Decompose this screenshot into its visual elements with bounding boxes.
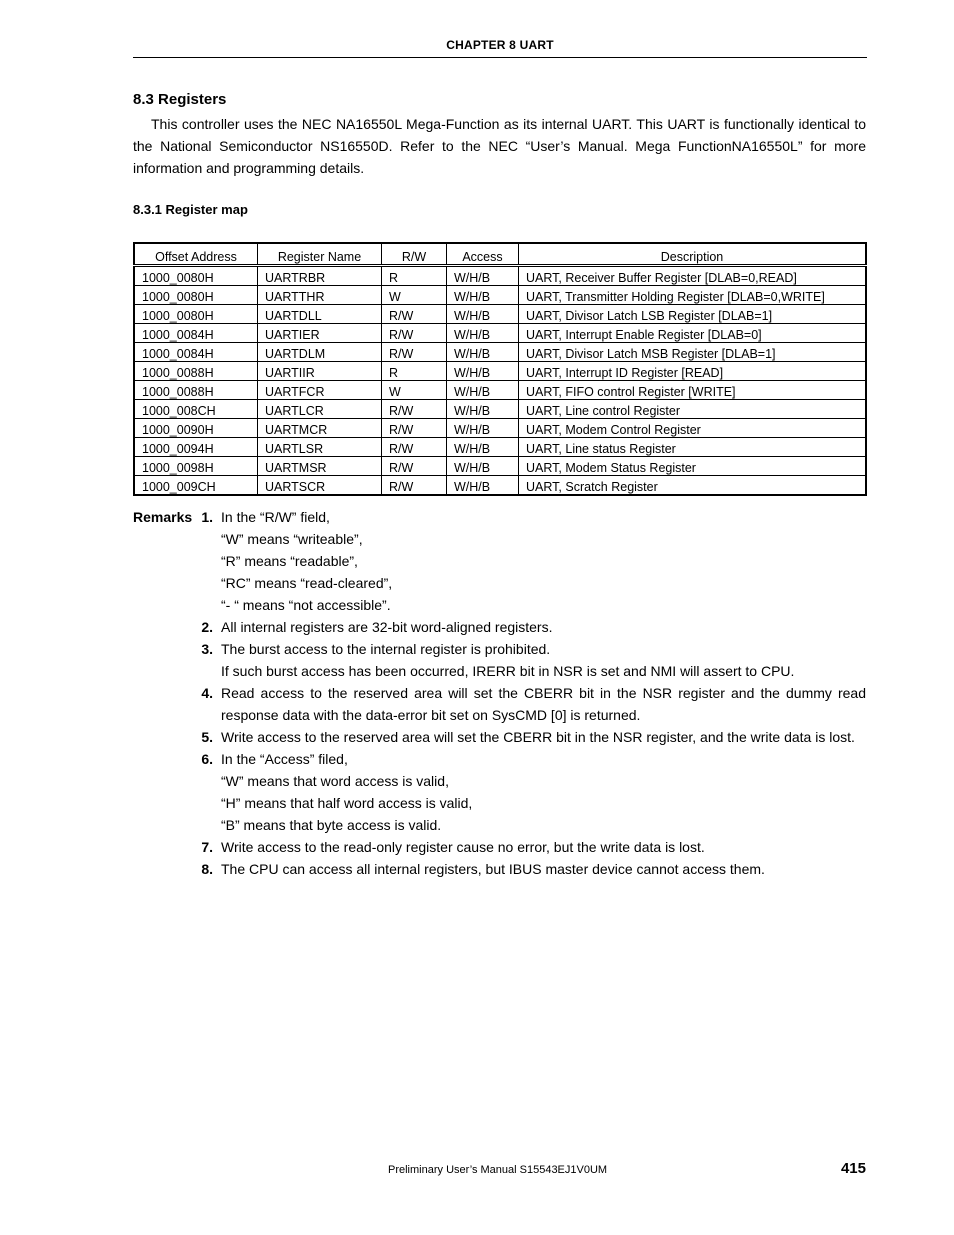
cell-register-name: UARTDLM xyxy=(258,343,382,362)
remark-line xyxy=(133,726,866,748)
remark-text: Write access to the reserved area will set the CBERR bit in the NSR register, and the write data is lost. xyxy=(221,729,855,745)
cell-access: W/H/B xyxy=(447,324,519,343)
cell-access: W/H/B xyxy=(447,286,519,305)
remark-text: “B” means that byte access is valid. xyxy=(221,817,442,833)
cell-register-name: UARTTHR xyxy=(258,286,382,305)
remark-line xyxy=(133,836,866,858)
remark-number: 3. xyxy=(201,641,213,657)
remark-text: In the “Access” filed, xyxy=(221,751,348,767)
cell-access: W/H/B xyxy=(447,305,519,324)
cell-rw: R/W xyxy=(382,400,447,419)
register-map-body xyxy=(134,266,866,496)
cell-offset: 1000_0088H xyxy=(134,362,258,381)
cell-rw: R/W xyxy=(382,305,447,324)
remark-line xyxy=(133,770,866,792)
cell-description: UART, Scratch Register xyxy=(519,476,867,496)
remark-text: Write access to the read-only register cause no error, but the write data is lost. xyxy=(221,839,705,855)
table-row xyxy=(134,438,866,457)
remark-text: “R” means “readable”, xyxy=(221,553,358,569)
remark-text: response data with the data-error bit set on SysCMD [0] is returned. xyxy=(221,707,641,723)
cell-register-name: UARTRBR xyxy=(258,266,382,286)
remark-line xyxy=(133,528,866,550)
table-row xyxy=(134,324,866,343)
section-intro: This controller uses the NEC NA16550L Mega-Function as its internal UART. This UART is functionally identical to the National Semiconductor NS16550D. Refer to the NEC “User’s Manual. Mega FunctionNA16550L” for more information and programming details. xyxy=(133,116,866,176)
remarks-label: Remarks xyxy=(133,509,193,525)
cell-rw: R/W xyxy=(382,476,447,496)
cell-description: UART, Receiver Buffer Register [DLAB=0,READ] xyxy=(519,266,867,286)
remark-line xyxy=(133,660,866,682)
remark-text: “H” means that half word access is valid, xyxy=(221,795,473,811)
remark-line xyxy=(133,682,866,704)
remark-line xyxy=(133,858,866,880)
cell-description: UART, Divisor Latch LSB Register [DLAB=1] xyxy=(519,305,867,324)
cell-rw: W xyxy=(382,286,447,305)
cell-access: W/H/B xyxy=(447,457,519,476)
cell-description: UART, Modem Status Register xyxy=(519,457,867,476)
remark-line xyxy=(133,814,866,836)
cell-register-name: UARTLSR xyxy=(258,438,382,457)
chapter-header: CHAPTER 8 UART xyxy=(446,38,554,52)
table-row xyxy=(134,305,866,324)
remark-number: 6. xyxy=(201,751,213,767)
remark-line xyxy=(133,550,866,572)
remark-number: 7. xyxy=(201,839,213,855)
remark-number: 2. xyxy=(201,619,213,635)
remark-text: If such burst access has been occurred, IRERR bit in NSR is set and NMI will assert to CPU. xyxy=(221,663,795,679)
remark-line xyxy=(133,572,866,594)
remark-text: The CPU can access all internal registers, but IBUS master device cannot access them. xyxy=(221,861,765,877)
cell-description: UART, FIFO control Register [WRITE] xyxy=(519,381,867,400)
remark-line xyxy=(133,616,866,638)
remark-line xyxy=(133,748,866,770)
cell-access: W/H/B xyxy=(447,343,519,362)
col-header-description: Description xyxy=(519,243,867,266)
remark-number: 8. xyxy=(201,861,213,877)
remark-text: The burst access to the internal register is prohibited. xyxy=(221,641,551,657)
col-header-offset: Offset Address xyxy=(134,243,258,266)
cell-rw: R xyxy=(382,266,447,286)
cell-rw: W xyxy=(382,381,447,400)
remark-text: All internal registers are 32-bit word-aligned registers. xyxy=(221,619,553,635)
table-row xyxy=(134,457,866,476)
cell-offset: 1000_0084H xyxy=(134,324,258,343)
col-header-rw: R/W xyxy=(382,243,447,266)
cell-register-name: UARTSCR xyxy=(258,476,382,496)
remark-line xyxy=(133,792,866,814)
remark-text: “W” means “writeable”, xyxy=(221,531,363,547)
cell-offset: 1000_009CH xyxy=(134,476,258,496)
table-row xyxy=(134,286,866,305)
cell-rw: R/W xyxy=(382,438,447,457)
cell-register-name: UARTMSR xyxy=(258,457,382,476)
cell-access: W/H/B xyxy=(447,419,519,438)
cell-register-name: UARTMCR xyxy=(258,419,382,438)
cell-rw: R/W xyxy=(382,419,447,438)
cell-offset: 1000_0080H xyxy=(134,286,258,305)
header-divider xyxy=(133,57,867,58)
cell-offset: 1000_0080H xyxy=(134,305,258,324)
cell-access: W/H/B xyxy=(447,362,519,381)
table-row xyxy=(134,381,866,400)
remark-line xyxy=(133,506,866,528)
remark-number: 1. xyxy=(201,509,213,525)
cell-description: UART, Line control Register xyxy=(519,400,867,419)
cell-register-name: UARTIIR xyxy=(258,362,382,381)
cell-access: W/H/B xyxy=(447,438,519,457)
table-row xyxy=(134,362,866,381)
table-row xyxy=(134,266,866,286)
cell-rw: R/W xyxy=(382,324,447,343)
table-row xyxy=(134,400,866,419)
cell-access: W/H/B xyxy=(447,476,519,496)
page-number: 415 xyxy=(840,1160,866,1177)
cell-rw: R xyxy=(382,362,447,381)
remark-text: Read access to the reserved area will set the CBERR bit in the NSR register and the dummy read xyxy=(221,685,866,701)
cell-description: UART, Interrupt Enable Register [DLAB=0] xyxy=(519,324,867,343)
col-header-register-name: Register Name xyxy=(258,243,382,266)
cell-rw: R/W xyxy=(382,343,447,362)
cell-description: UART, Interrupt ID Register [READ] xyxy=(519,362,867,381)
section-title: 8.3 Registers xyxy=(133,91,227,108)
cell-description: UART, Modem Control Register xyxy=(519,419,867,438)
cell-access: W/H/B xyxy=(447,400,519,419)
subsection-title: 8.3.1 Register map xyxy=(133,202,248,217)
cell-offset: 1000_0080H xyxy=(134,266,258,286)
table-row xyxy=(134,419,866,438)
cell-offset: 1000_008CH xyxy=(134,400,258,419)
remark-text: “RC” means “read-cleared”, xyxy=(221,575,393,591)
remarks-section xyxy=(133,506,866,880)
remark-number: 5. xyxy=(201,729,213,745)
cell-register-name: UARTIER xyxy=(258,324,382,343)
remark-line xyxy=(133,594,866,616)
cell-offset: 1000_0090H xyxy=(134,419,258,438)
remark-text: “W” means that word access is valid, xyxy=(221,773,449,789)
table-row xyxy=(134,476,866,496)
cell-offset: 1000_0084H xyxy=(134,343,258,362)
cell-access: W/H/B xyxy=(447,266,519,286)
remark-line xyxy=(133,638,866,660)
register-map-table xyxy=(133,242,867,496)
cell-offset: 1000_0098H xyxy=(134,457,258,476)
remark-text: In the “R/W” field, xyxy=(221,509,330,525)
cell-description: UART, Transmitter Holding Register [DLAB=0,WRITE] xyxy=(519,286,867,305)
cell-offset: 1000_0094H xyxy=(134,438,258,457)
remark-number: 4. xyxy=(201,685,213,701)
cell-offset: 1000_0088H xyxy=(134,381,258,400)
remark-line xyxy=(133,704,866,726)
cell-description: UART, Line status Register xyxy=(519,438,867,457)
cell-register-name: UARTFCR xyxy=(258,381,382,400)
col-header-access: Access xyxy=(447,243,519,266)
cell-description: UART, Divisor Latch MSB Register [DLAB=1] xyxy=(519,343,867,362)
table-header-row xyxy=(134,243,866,266)
cell-access: W/H/B xyxy=(447,381,519,400)
table-row xyxy=(134,343,866,362)
remark-text: “- “ means “not accessible”. xyxy=(221,597,391,613)
cell-register-name: UARTDLL xyxy=(258,305,382,324)
cell-rw: R/W xyxy=(382,457,447,476)
cell-register-name: UARTLCR xyxy=(258,400,382,419)
footer-manual-title: Preliminary User’s Manual S15543EJ1V0UM xyxy=(388,1164,608,1176)
